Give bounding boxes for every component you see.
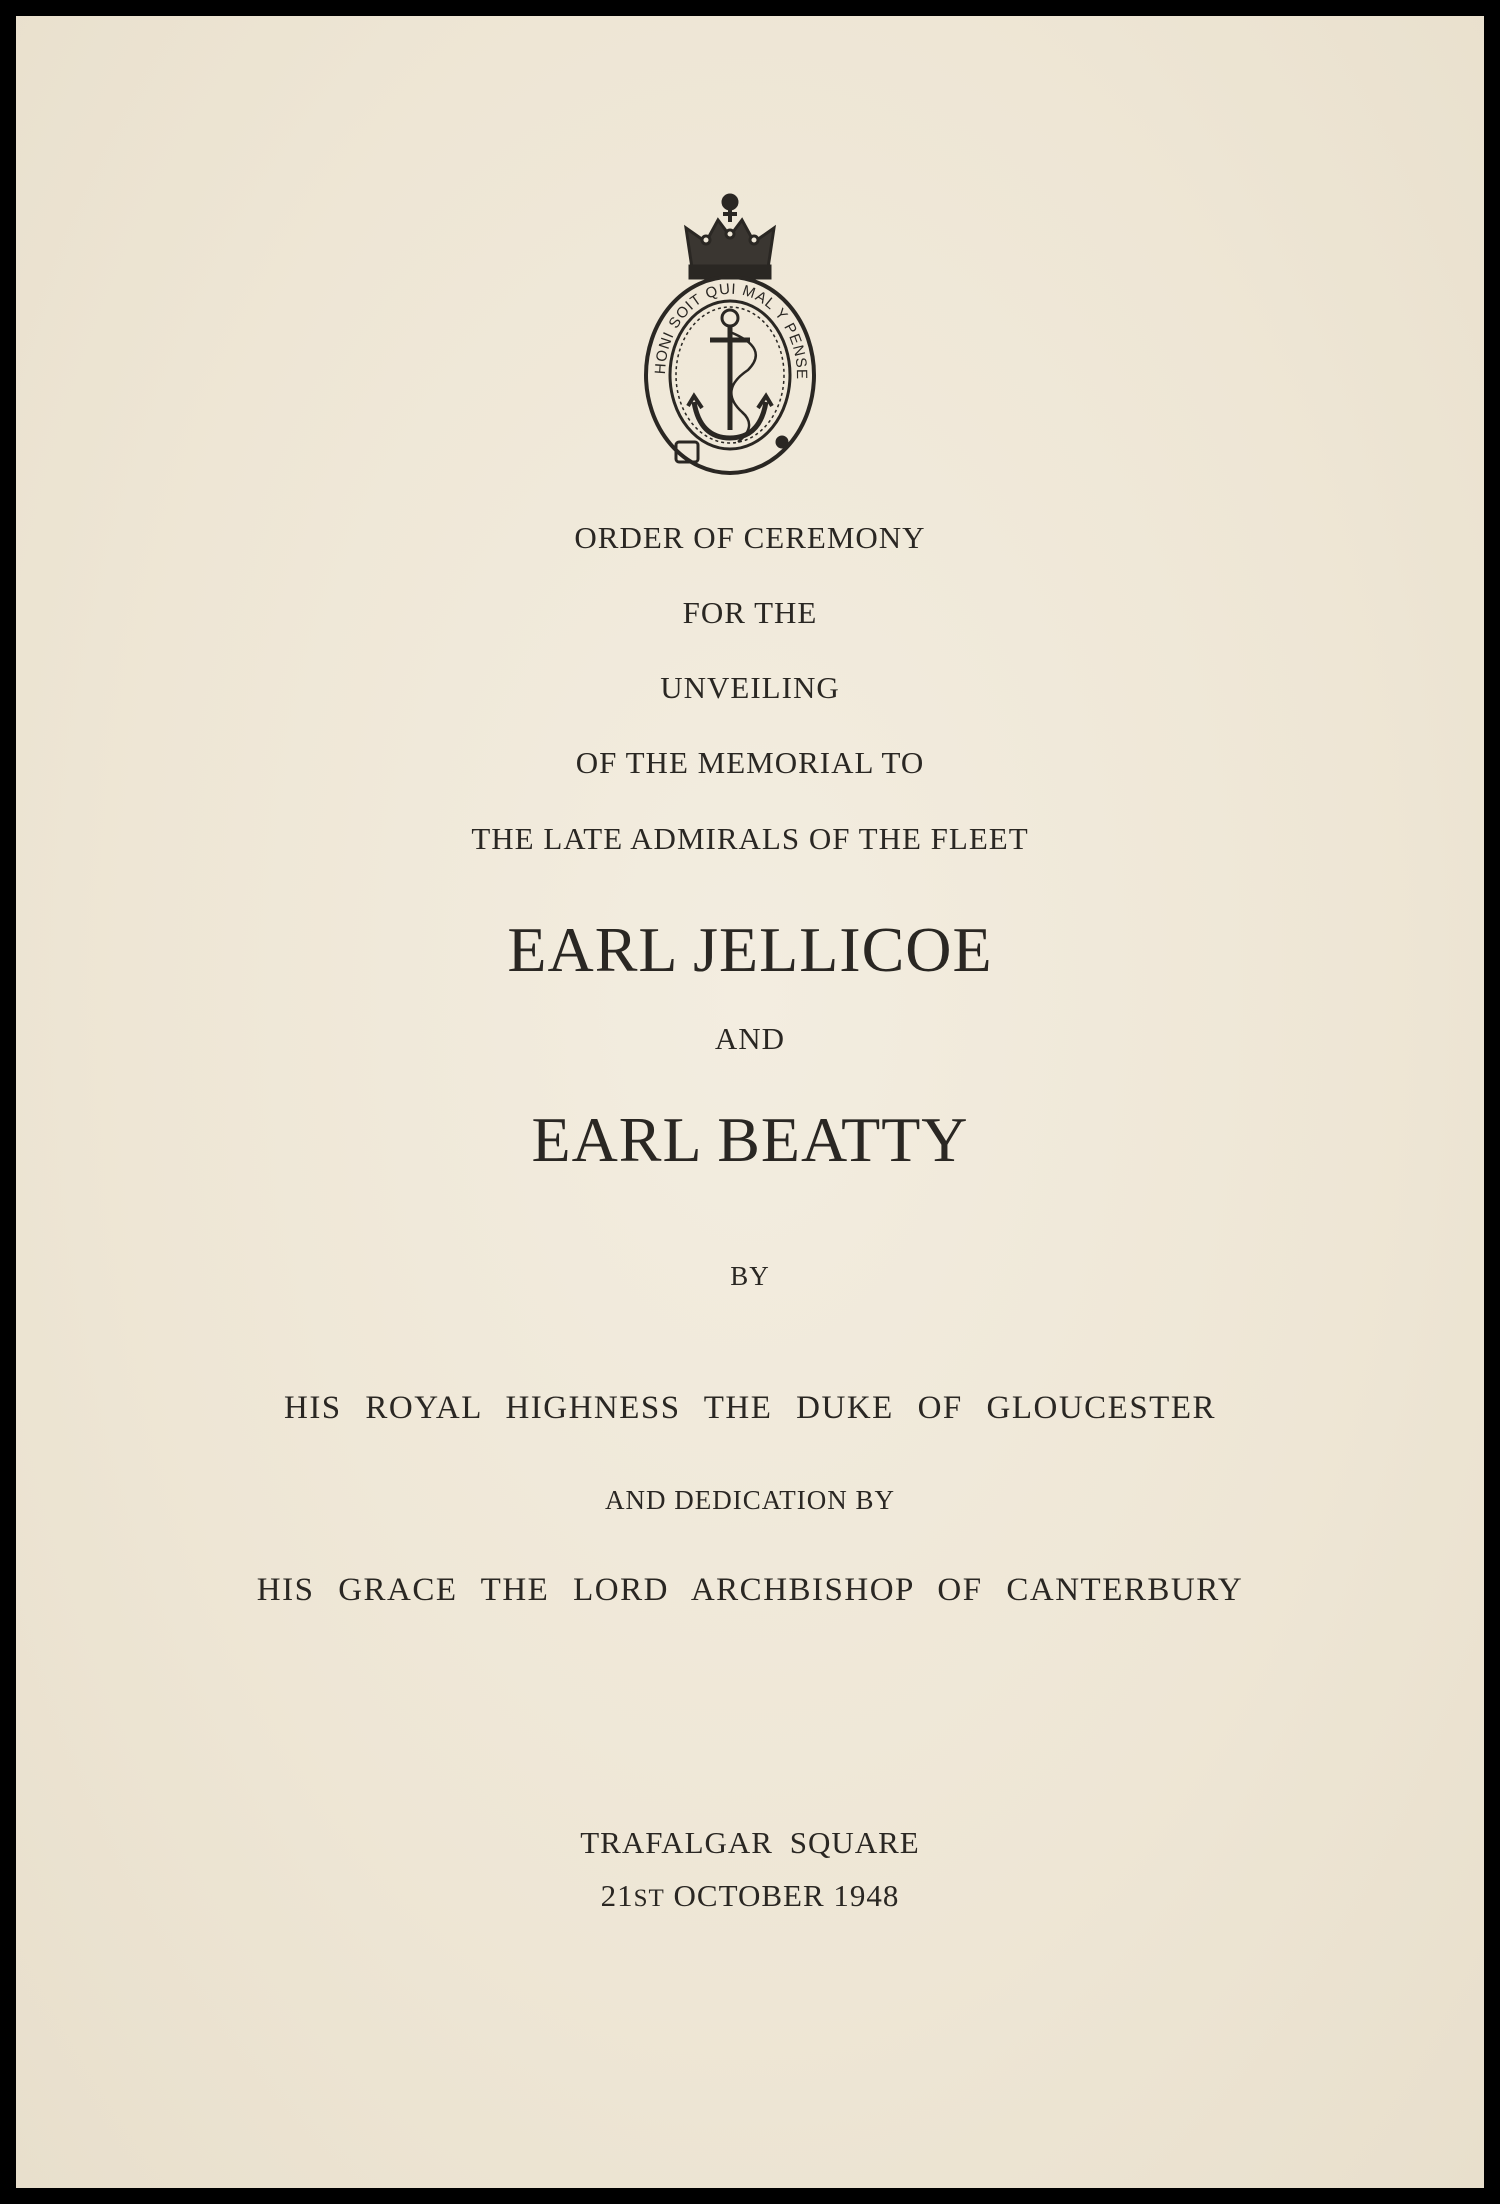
heading-late-admirals: THE LATE ADMIRALS OF THE FLEET	[471, 821, 1029, 856]
venue-date: 21ST OCTOBER 1948	[600, 1878, 900, 1913]
name-earl-jellicoe: EARL JELLICOE	[507, 914, 993, 985]
dedication-by-label: AND DEDICATION BY	[605, 1485, 895, 1515]
by-label: BY	[730, 1261, 770, 1291]
heading-order-of-ceremony: ORDER OF CEREMONY	[574, 520, 926, 555]
dedicator-name: HIS GRACE THE LORD ARCHBISHOP OF CANTERBURY	[256, 1572, 1244, 1608]
unveiler-name: HIS ROYAL HIGHNESS THE DUKE OF GLOUCESTER	[283, 1390, 1217, 1426]
heading-unveiling: UNVEILING	[660, 670, 840, 705]
heading-for-the: FOR THE	[682, 595, 818, 630]
royal-naval-crest-icon	[630, 180, 830, 480]
svg-text:HONI SOIT QUI MAL Y PENSE: HONI SOIT QUI MAL Y PENSE	[651, 280, 811, 381]
programme-page	[16, 16, 1484, 2188]
venue-place: TRAFALGAR SQUARE	[580, 1825, 920, 1860]
name-earl-beatty: EARL BEATTY	[531, 1104, 969, 1175]
conjunction-and: AND	[714, 1021, 786, 1056]
heading-of-the-memorial: OF THE MEMORIAL TO	[575, 745, 925, 780]
